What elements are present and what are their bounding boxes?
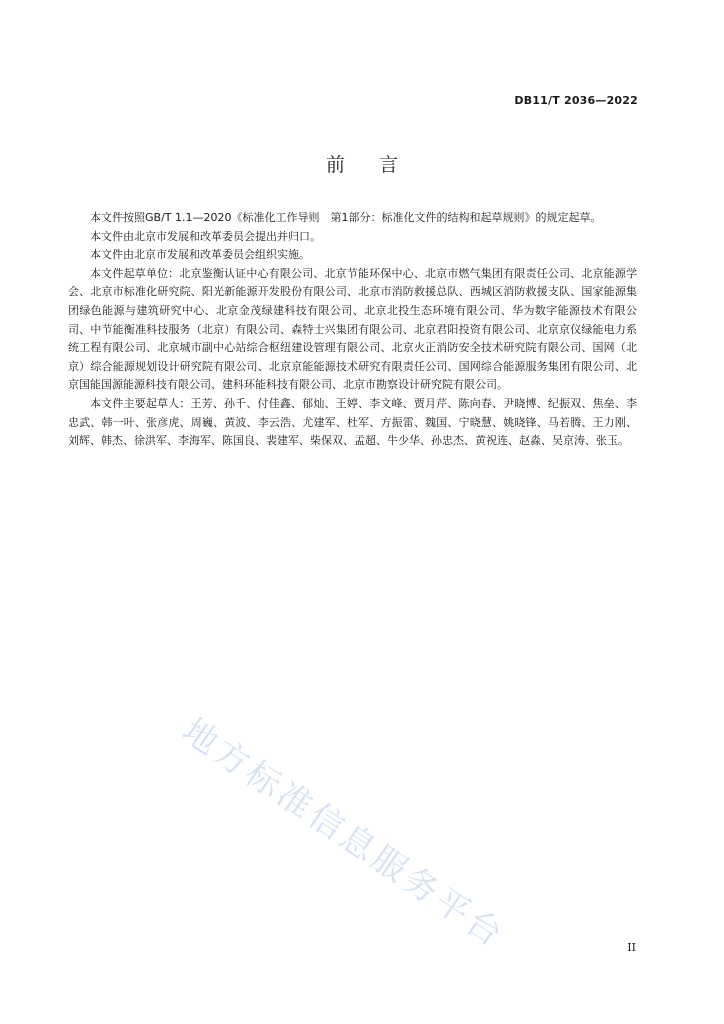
document-body: [68, 209, 637, 451]
paragraph-proposer: 本文件由北京市发展和改革委员会提出并归口。: [90, 229, 321, 243]
paragraph-drafting-rules: 本文件按照GB/T 1.1—2020《标准化工作导则 第1部分：标准化文件的结构和起草规则》的规定起草。: [90, 211, 602, 224]
watermark: 地方标准信息服务平台: [174, 710, 513, 957]
document-code: DB11/T 2036—2022: [514, 94, 638, 107]
page-number: II: [627, 941, 636, 954]
paragraph-drafting-units: 本文件起草单位：北京鉴衡认证中心有限公司、北京节能环保中心、北京市燃气集团有限责任公司、北京能源学会、北京市标准化研究院、阳光新能源开发股份有限公司、北京市消防救援总队、西城区消防救援支队、国家能源集团绿色能源与建筑研究中心、北京金茂绿建科技有限公司、北京北投生态环境有限公司、华为数字能源技术有限公司、中节能衡准科技服务（北京）有限公司、森特士兴集团有限公司、北京君阳投资有限公司、北京京仪绿能电力系统工程有限公司、北京城市副中心站综合枢纽建设管理有限公司、北京火正消防安全技术研究院有限公司、国网（北京）综合能源规划设计研究院有限公司、北京京能能源技术研究有限责任公司、国网综合能源服务集团有限公司、北京国能国源能源科技有限公司、建科环能科技有限公司、北京市勘察设计研究院有限公司。: [68, 266, 637, 392]
page-title: 前言: [325, 154, 432, 176]
paragraph-implementer: 本文件由北京市发展和改革委员会组织实施。: [90, 248, 310, 262]
paragraph-drafters: 本文件主要起草人：王芳、孙千、付佳鑫、郁灿、王婷、李文峰、贾月芹、陈向春、尹晓博、纪振双、焦垒、李忠武、韩一叶、张彦虎、周巍、黄波、李云浩、尤建军、杜军、方振雷、魏国、宁晓慧、姚晓锋、马若腾、王力刚、刘辉、韩杰、徐洪军、李海军、陈国良、裴建军、柴保双、孟超、牛少华、孙忠杰、黄祝连、赵淼、吴京涛、张玉。: [68, 396, 637, 448]
